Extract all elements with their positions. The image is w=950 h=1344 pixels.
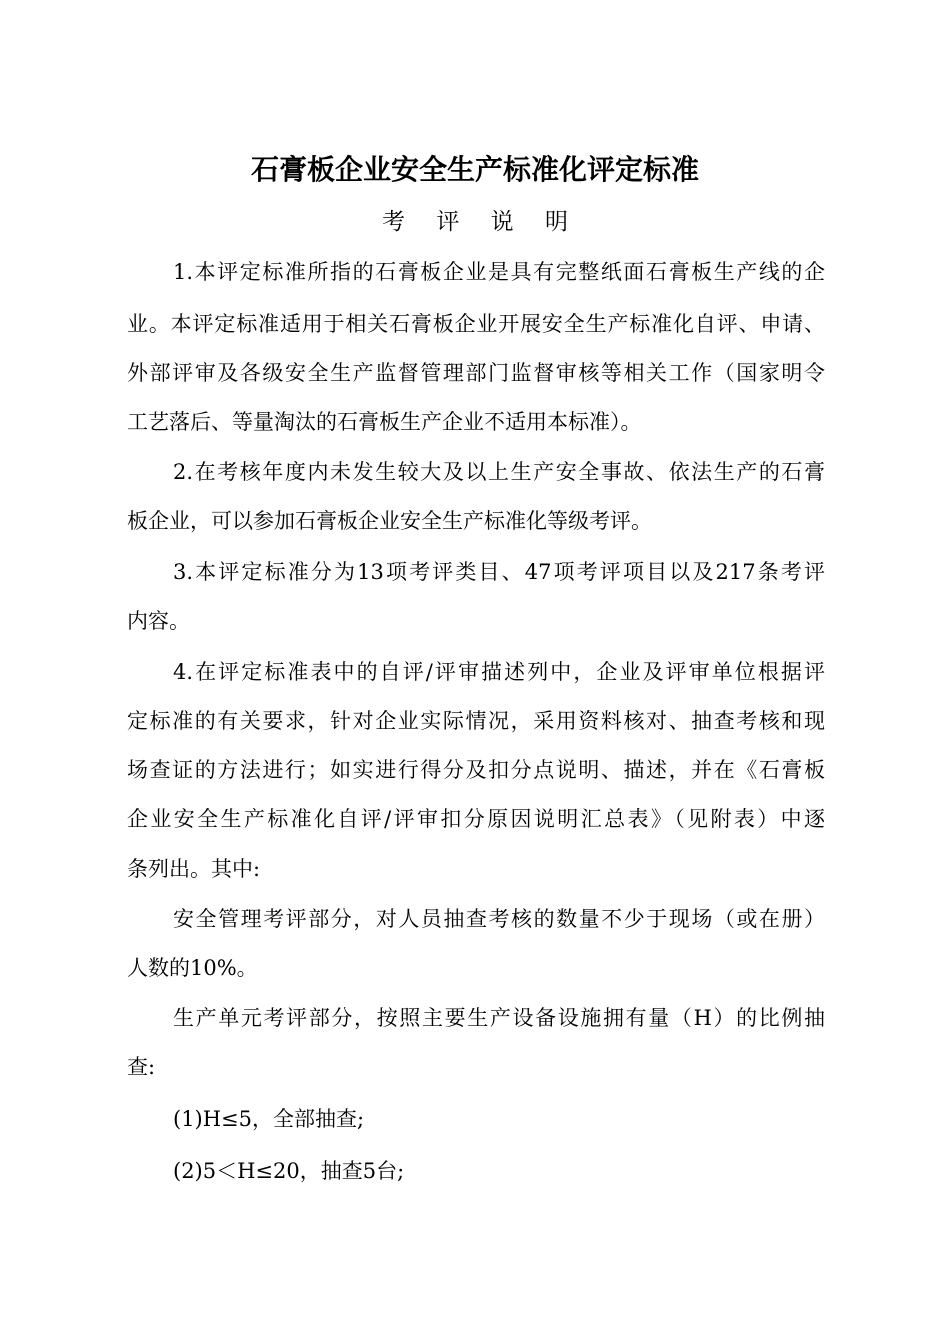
- paragraph-line: 内容。: [127, 609, 190, 633]
- paragraph-line: 企业安全生产标准化自评/评审扣分原因说明汇总表》（见附表）中逐: [127, 807, 825, 831]
- paragraph-line: 2.在考核年度内未发生较大及以上生产安全事故、依法生产的石膏: [173, 460, 825, 484]
- paragraph-line: 人数的10%。: [127, 956, 258, 980]
- paragraph-line: 生产单元考评部分，按照主要生产设备设施拥有量（H）的比例抽: [173, 1006, 825, 1030]
- paragraph-line: 业。本评定标准适用于相关石膏板企业开展安全生产标准化自评、申请、: [127, 312, 825, 336]
- list-item: (1)H≤5，全部抽查;: [173, 1107, 365, 1131]
- section-heading: 考 评 说 明: [382, 209, 580, 235]
- document-title: 石膏板企业安全生产标准化评定标准: [250, 153, 699, 186]
- paragraph-line: 板企业，可以参加石膏板企业安全生产标准化等级考评。: [127, 509, 652, 533]
- paragraph-line: 3.本评定标准分为13项考评类目、47项考评项目以及217条考评: [173, 560, 825, 584]
- paragraph-line: 4.在评定标准表中的自评/评审描述列中，企业及评审单位根据评: [173, 660, 825, 684]
- paragraph-line: 定标准的有关要求，针对企业实际情况，采用资料核对、抽查考核和现: [127, 709, 825, 733]
- paragraph-line: 场查证的方法进行；如实进行得分及扣分点说明、描述，并在《石膏板: [127, 758, 825, 782]
- paragraph-line: 查:: [127, 1055, 156, 1079]
- paragraph-line: 工艺落后、等量淘汰的石膏板生产企业不适用本标准）。: [127, 410, 642, 434]
- paragraph-line: 1.本评定标准所指的石膏板企业是具有完整纸面石膏板生产线的企: [173, 260, 825, 284]
- paragraph-line: 条列出。其中:: [127, 857, 261, 881]
- paragraph-line: 安全管理考评部分，对人员抽查考核的数量不少于现场（或在册）: [173, 907, 825, 931]
- list-item: (2)5＜H≤20，抽查5台;: [173, 1159, 405, 1183]
- paragraph-line: 外部评审及各级安全生产监督管理部门监督审核等相关工作（国家明令: [127, 361, 825, 385]
